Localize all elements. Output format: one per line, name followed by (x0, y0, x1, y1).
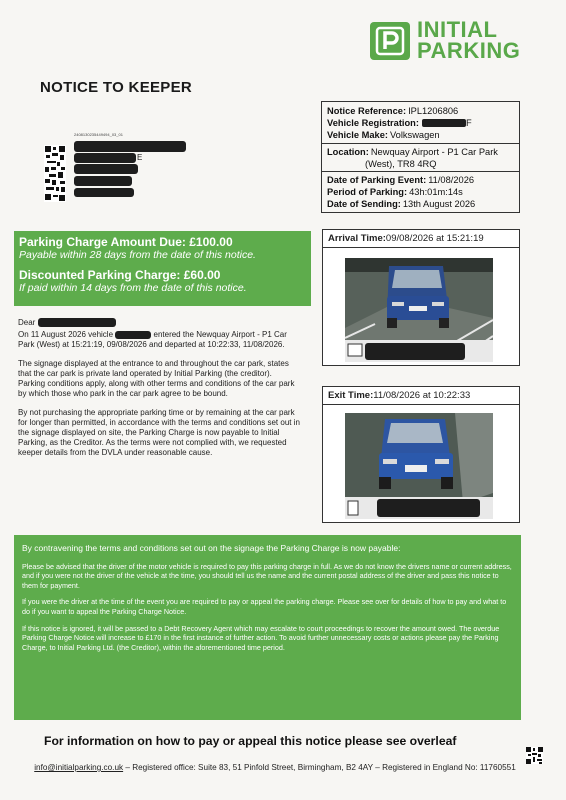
payment-terms-panel (14, 535, 521, 720)
discount-label: Discounted Parking Charge: (19, 268, 181, 282)
vehicle-registration-row (327, 117, 514, 129)
vehicle-make-row (327, 129, 514, 141)
letter-paragraph-3: By not purchasing the appropriate parking time or by remaining at the car park for longer than permitted, in accordance with the terms and conditions set out in the signage displayed on site, the Parking Charge is now payable to Initial Parking, as the Creditor. As the terms were not complied with, we requested keeper details from the DVLA under reasonable cause. (18, 408, 300, 457)
discount-value: £60.00 (183, 268, 221, 282)
amount-due-line (19, 235, 306, 249)
address-redaction-3 (74, 164, 138, 174)
exit-time-heading (323, 387, 519, 405)
notice-details-box (321, 101, 520, 213)
payment-terms-paragraph-2: If you were the driver at the time of the event you are required to pay or appeal the parking charge. Please see over for details of how to pay and what to do if you want to appeal the Parking Charge Notice. (22, 597, 507, 616)
letter-body (18, 318, 300, 467)
parking-event-row (327, 174, 514, 186)
payable-lead-text: By contravening the terms and conditions set out on the signage the Parking Charge is now payable: (22, 543, 401, 553)
vehicle-registration-label: Vehicle Registration: (327, 118, 419, 129)
details-divider (322, 143, 519, 144)
registration-redaction (422, 119, 466, 127)
address-line-suffix: E (137, 153, 143, 162)
address-redaction-1 (74, 141, 186, 152)
footer (30, 763, 520, 773)
address-redaction-4 (74, 176, 132, 186)
parking-event-label: Date of Parking Event: (327, 175, 427, 186)
notice-reference-value: IPL1206806 (408, 106, 459, 116)
notice-reference-label: Notice Reference: (327, 106, 407, 116)
contact-email-link[interactable]: info@initialparking.co.uk (34, 763, 124, 772)
parking-period-value: 43h:01m:14s (409, 187, 463, 198)
arrival-time-label: Arrival Time: (328, 233, 386, 244)
location-value-1: Newquay Airport - P1 Car Park (370, 146, 498, 157)
letter-paragraph-1-start: On 11 August 2026 vehicle (18, 330, 114, 339)
name-redaction (38, 318, 116, 327)
amount-due-value: £100.00 (189, 235, 233, 249)
logo-wordmark (417, 19, 520, 61)
vehicle-make-label: Vehicle Make: (327, 130, 388, 141)
discount-note: If paid within 14 days from the date of this notice. (19, 282, 247, 294)
details-divider (322, 171, 519, 172)
page-title: NOTICE TO KEEPER (40, 79, 193, 96)
salutation-line (18, 318, 300, 328)
vehicle-redaction (115, 331, 151, 339)
payment-terms-paragraph-3: If this notice is ignored, it will be passed to a Debt Recovery Agent which may escalate to court proceedings to recover the amount owed. The overdue Parking Charge Notice will increase to £170 in the first instance of further action. To avoid further unnecessary costs or actions please pay the Parking Charge, to Initial Parking Ltd. (the Creditor), within the aforementioned time period. (22, 623, 500, 652)
qr-code-icon (526, 747, 543, 764)
date-of-sending-value: 13th August 2026 (402, 199, 476, 210)
location-value-2: (West), TR8 4RQ (365, 158, 437, 169)
parking-period-label: Period of Parking: (327, 187, 408, 198)
exit-plate-redaction (377, 499, 480, 517)
logo-p-icon (370, 22, 410, 60)
parking-period-row (327, 186, 514, 198)
exit-time-label: Exit Time: (328, 390, 374, 401)
parking-event-value: 11/08/2026 (428, 175, 475, 186)
vehicle-registration-value: F (465, 118, 472, 129)
exit-time-value: 11/08/2026 at 10:22:33 (373, 390, 471, 401)
logo-line-1: INITIAL (417, 17, 498, 42)
date-of-sending-row (327, 198, 514, 210)
letter-paragraph-1 (18, 330, 300, 350)
amount-due-label: Parking Charge Amount Due: (19, 235, 186, 249)
location-row (327, 146, 514, 158)
parking-charge-box (14, 231, 311, 306)
registered-office-text: – Registered office: Suite 83, 51 Pinfold Street, Birmingham, B2 4AY – Registered in England No: 11760551 (123, 763, 516, 772)
logo-line-2: PARKING (417, 38, 521, 63)
barcode-icon (44, 145, 66, 202)
vehicle-make-value: Volkswagen (389, 130, 440, 141)
salutation: Dear (18, 318, 36, 327)
overleaf-notice: For information on how to pay or appeal this notice please see overleaf (44, 734, 457, 748)
arrival-time-heading (323, 230, 519, 248)
mailing-reference-code: 2408130235449494_03_01 (74, 132, 123, 137)
payment-terms-paragraph-1: Please be advised that the driver of the motor vehicle is required to pay this parking charge in full. As we do not know the drivers name or current address, and if you were not the driver of the vehicle at the time, you should tell us the name and the current postal address of the driver and pass this notice to them for payment. (22, 561, 512, 590)
arrival-plate-redaction (365, 343, 465, 360)
amount-due-note: Payable within 28 days from the date of this notice. (19, 249, 256, 261)
letter-paragraph-2: The signage displayed at the entrance to and throughout the car park, states that the car park is private land operated by Initial Parking (the creditor). Parking conditions apply, along with other terms and conditions of the car park by which those who park in the car park agree to be bound. (18, 359, 295, 398)
location-label: Location: (327, 146, 369, 157)
address-redaction-2 (74, 153, 136, 163)
discount-line (19, 268, 306, 282)
parking-p-icon (375, 26, 405, 56)
address-redaction-5 (74, 188, 134, 197)
notice-reference-row (327, 105, 514, 117)
location-row-2 (327, 158, 514, 170)
date-of-sending-label: Date of Sending: (327, 199, 401, 210)
arrival-time-value: 09/08/2026 at 15:21:19 (385, 233, 484, 244)
letter-paragraph-1-end: entered the Newquay Airport - P1 Car Park (West) at 15:21:19, 09/08/2026 and departed at 10:22:33, 11/08/2026. (18, 330, 287, 349)
